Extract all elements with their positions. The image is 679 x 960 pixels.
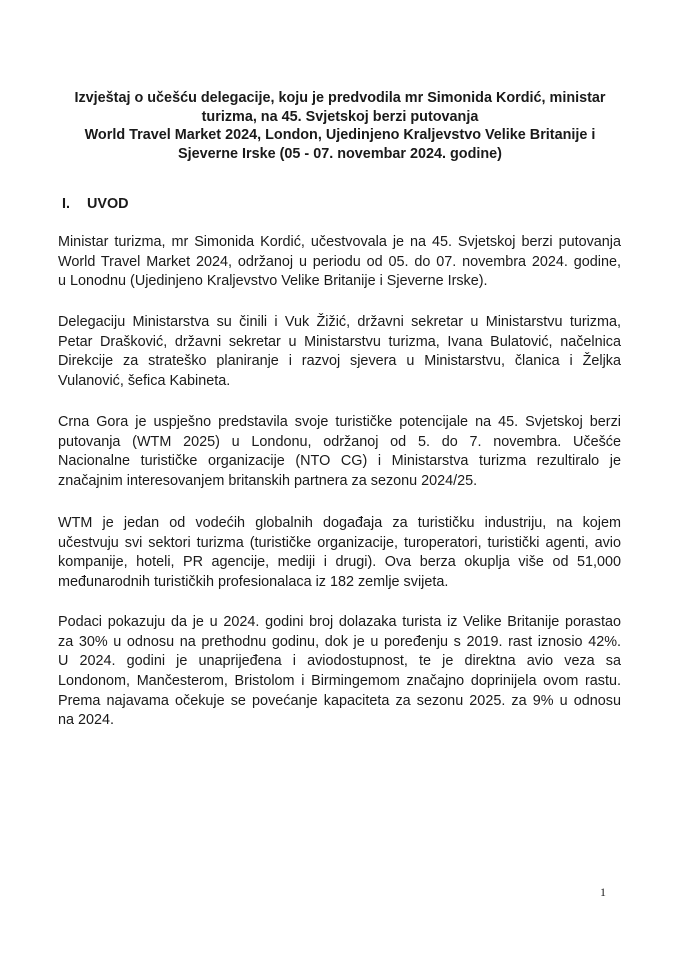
paragraph-line: učestvuju svi sektori turizma (turističke organizacije, turoperatori, turistički agenti, avio: [58, 534, 621, 551]
paragraph-line: putovanja (WTM 2025) u Londonu, održanoj od 5. do 7. novembra. Učešće: [58, 433, 621, 450]
paragraph-line: međunarodnih turističkih profesionalaca iz 182 zemlje svijeta.: [58, 574, 449, 591]
title-line: Izvještaj o učešću delegacije, koju je predvodila mr Simonida Kordić, ministar: [74, 90, 606, 106]
paragraph-line: Petar Drašković, državni sekretar u Ministarstvu turizma, Ivana Bulatović, načelnica: [58, 333, 621, 350]
paragraph-line: U 2024. godini je unaprijeđena i aviodostupnost, te je direktna avio veza sa: [58, 653, 621, 670]
section-title: UVOD: [87, 196, 129, 212]
paragraph: [58, 413, 621, 492]
paragraph-line: WTM je jedan od vodećih globalnih događaja za turističku industriju, na kojem: [58, 515, 621, 531]
paragraph-line: Vulanović, šefica Kabineta.: [58, 373, 231, 390]
paragraph: [58, 514, 621, 593]
paragraph-line: u Lonodnu (Ujedinjeno Kraljevstvo Velike Britanije i Sjeverne Irske).: [58, 273, 488, 290]
page-number: 1: [600, 885, 606, 899]
paragraph-line: Prema najavama očekuje se povećanje kapaciteta za sezonu 2025. za 9% u odnosu: [58, 692, 621, 709]
title-line: Sjeverne Irske (05 - 07. novembar 2024. godine): [178, 145, 502, 162]
title-line: turizma, na 45. Svjetskoj berzi putovanja: [201, 108, 479, 125]
paragraph-line: kompanije, hoteli, PR agencije, mediji i drugi). Ova berza okuplja više od 51,000: [58, 554, 621, 571]
paragraph-line: Crna Gora je uspješno predstavila svoje turističke potencijale na 45. Svjetskoj berzi: [58, 414, 621, 430]
paragraph-line: Podaci pokazuju da je u 2024. godini broj dolazaka turista iz Velike Britanije porastao: [58, 614, 621, 630]
paragraph: [58, 233, 621, 292]
title-line: World Travel Market 2024, London, Ujedinjeno Kraljevstvo Velike Britanije i: [84, 127, 596, 143]
paragraph-line: Nacionalne turističke organizacije (NTO CG) i Ministarstva turizma rezultiralo je: [58, 453, 621, 470]
paragraph-line: značajnim interesovanjem britanskih partnera za sezonu 2024/25.: [58, 473, 478, 490]
paragraph-line: Londonom, Mančesterom, Bristolom i Birmingemom značajno doprinijela ovom rastu.: [58, 673, 621, 690]
paragraph-line: Ministar turizma, mr Simonida Kordić, učestvovala je na 45. Svjetskoj berzi putovanja: [58, 234, 621, 250]
paragraph: [58, 313, 621, 392]
paragraph-line: Delegaciju Ministarstva su činili i Vuk Žižić, državni sekretar u Ministarstvu turizma,: [58, 314, 621, 330]
section-heading: [62, 196, 129, 212]
paragraph-line: World Travel Market 2024, održanoj u periodu od 05. do 07. novembra 2024. godine,: [58, 253, 621, 270]
paragraph-line: na 2024.: [58, 712, 115, 729]
paragraph: [58, 613, 621, 731]
document-title: [40, 89, 640, 163]
paragraph-line: Direkcije za strateško planiranje i razvoj sjevera u Ministarstvu, članica i Željka: [58, 353, 621, 370]
paragraph-line: za 30% u odnosu na prethodnu godinu, dok je u poređenju s 2019. rast iznosio 42%.: [58, 633, 621, 650]
section-number: I.: [62, 196, 70, 212]
